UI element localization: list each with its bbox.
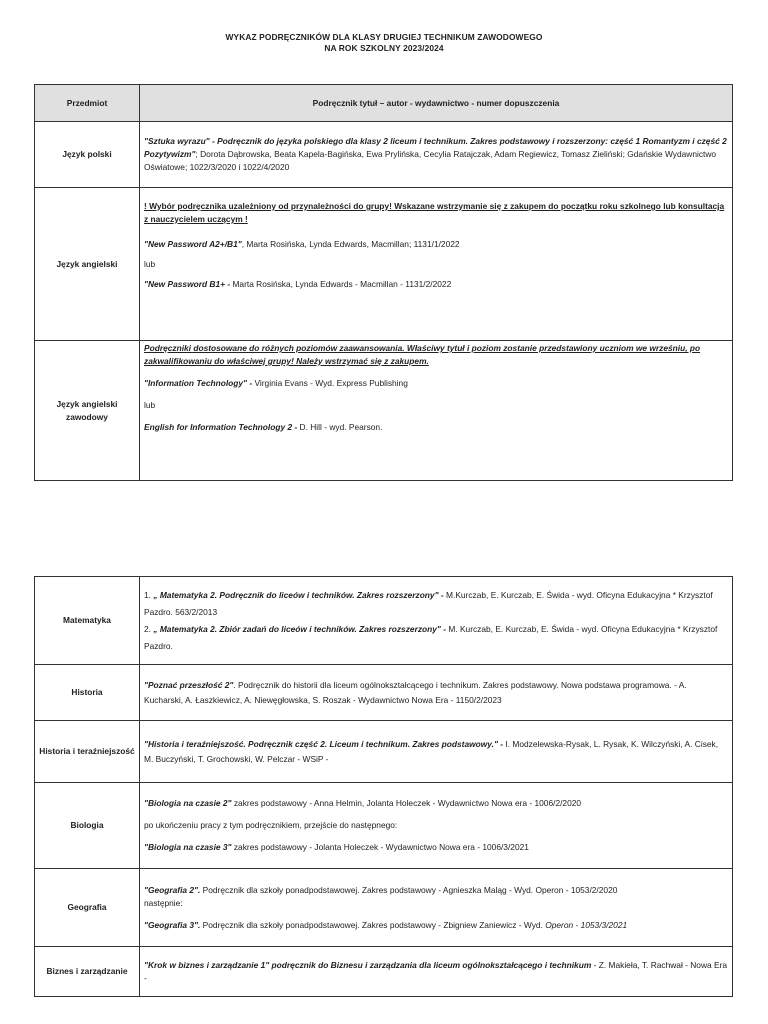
book-title: "Geografia 2". (144, 884, 201, 895)
row-jezyk-polski (35, 122, 733, 188)
book-title: "Geografia 3". (144, 919, 201, 930)
subject-cell: Historia i teraźniejszość (35, 721, 140, 783)
book-title: "New Password B1+ - (144, 279, 231, 289)
subject-cell: Biznes i zarządzanie (35, 947, 140, 997)
book-title: "Historia i teraźniejszość. Podręcznik część 2. Liceum i technikum. Zakres podstawowy." - (144, 738, 504, 749)
subject-cell: Język polski (35, 122, 140, 188)
row-jezyk-angielski-zawodowy (35, 341, 733, 481)
book-details: M.Kurczab, E. Kurczab, E. Świda - wyd. Oficyna Edukacyjna * Krzysztof Pazdro. 563/2/2013 (144, 589, 713, 617)
book-title: „ Matematyka 2. Podręcznik do liceów i techników. Zakres rozszerzony" - (153, 589, 444, 600)
row-historia (35, 665, 733, 721)
list-number: 2. (144, 623, 154, 634)
row-jezyk-angielski (35, 188, 733, 341)
textbook-table-2 (34, 576, 733, 997)
subject-cell: Geografia (35, 869, 140, 947)
book-title: "Krok w biznes i zarządzanie 1" podręcznik do Biznesu i zarządzania dla liceum ogólnokształcącego i technikum (144, 959, 592, 970)
book-details: Podręcznik dla szkoły ponadpodstawowej. Zakres podstawowy - Agnieszka Maląg - Wyd. Operon - 1053/2/2020 (200, 884, 618, 895)
row-historia-i-terazniejszosc (35, 721, 733, 783)
book-details: Podręcznik dla szkoły ponadpodstawowej. Zakres podstawowy - Zbigniew Zaniewicz - Wyd. (200, 919, 546, 930)
subject-cell: Matematyka (35, 577, 140, 665)
book-details: ; Dorota Dąbrowska, Beata Kapela-Bagińska, Ewa Prylińska, Cecylia Ratajczak, Adam Regiewicz, Tomasz Zieliński; Gdańskie Wydawnictwo Oświatowe; 1022/3/2020 i 1022/4/2020 (144, 149, 717, 172)
book-details: Virginia Evans - Wyd. Express Publishing (252, 378, 408, 388)
transition-text: po ukończeniu pracy z tym podręcznikiem, przejście do następnego: (144, 820, 398, 830)
book-title: "Sztuka wyrazu" - Podręcznik do języka polskiego dla klasy 2 liceum i technikum. Zakres podstawowy i rozszerzony: część 1 Romantyzm i część 2 Pozytywizm" (144, 136, 727, 159)
row-matematyka (35, 577, 733, 665)
book-title: "Information Technology" - (144, 378, 253, 388)
header-subject: Przedmiot (35, 85, 140, 122)
row-geografia (35, 869, 733, 947)
row-biologia (35, 783, 733, 869)
purchase-note: Podręczniki dostosowane do różnych poziomów zaawansowania. Właściwy tytuł i poziom zostanie przedstawiony uczniom we wrześniu, po zakwalifikowaniu do właściwej grupy! Należy wstrzymać się z zakupem. (144, 343, 701, 366)
book-details: zakres podstawowy - Jolanta Holeczek - Wydawnictwo Nowa era - 1006/3/2021 (231, 842, 529, 852)
book-details: D. Hill - wyd. Pearson. (297, 422, 383, 432)
book-title: English for Information Technology 2 - (144, 422, 298, 432)
subject-cell: Język angielski (35, 188, 140, 341)
title-line-1: WYKAZ PODRĘCZNIKÓW DLA KLASY DRUGIEJ TECHNIKUM ZAWODOWEGO (225, 32, 543, 42)
document-title (0, 32, 768, 54)
content-cell (140, 122, 733, 188)
book-title: „ Matematyka 2. Zbiór zadań do liceów i techników. Zakres rozszerzony" - (153, 623, 446, 634)
content-cell (140, 341, 733, 481)
header-content: Podręcznik tytuł – autor - wydawnictwo - numer dopuszczenia (140, 85, 733, 122)
book-title: "Biologia na czasie 3" (144, 842, 232, 852)
content-cell (140, 721, 733, 783)
book-details: , Marta Rosińska, Lynda Edwards, Macmillan; 1131/1/2022 (241, 239, 460, 249)
or-text: lub (144, 400, 156, 410)
content-cell (140, 665, 733, 721)
book-details: I. Modzelewska-Rysak, L. Rysak, K. Wilczyński, A. Cisek, M. Buczyński, T. Grochowski, W. Pelczar - WSiP - (144, 738, 719, 764)
purchase-note: ! Wybór podręcznika uzależniony od przynależności do grupy! Wskazane wstrzymanie się z zakupem do początku roku szkolnego lub konsultacja z nauczycielem uczącym ! (144, 201, 725, 224)
book-details: zakres podstawowy - Anna Helmin, Jolanta Holeczek - Wydawnictwo Nowa era - 1006/2/2020 (231, 798, 582, 808)
book-details: M. Kurczab, E. Kurczab, E. Świda - wyd. Oficyna Edukacyjna * Krzysztof Pazdro. (144, 623, 718, 651)
transition-text: następnie: (144, 897, 183, 908)
book-title: "Biologia na czasie 2" (144, 798, 232, 808)
book-details: . Podręcznik do historii dla liceum ogólnokształcącego i technikum. Zakres podstawowy. Nowa podstawa programowa. - A. Kucharski, A. Łaszkiewicz, A. Niewęgłowska, S. Roszak - Wydawnictwo Nowa Era - 1150/2/2023 (144, 679, 687, 705)
subject-cell: Historia (35, 665, 140, 721)
textbook-table-1 (34, 84, 733, 481)
list-number: 1. (144, 589, 154, 600)
content-cell (140, 947, 733, 997)
book-title: "New Password A2+/B1" (144, 239, 242, 249)
content-cell (140, 869, 733, 947)
book-title: "Poznać przeszłość 2" (144, 679, 234, 690)
or-text: lub (144, 259, 156, 269)
content-cell (140, 188, 733, 341)
book-details: Marta Rosińska, Lynda Edwards - Macmillan - 1131/2/2022 (230, 279, 452, 289)
content-cell (140, 783, 733, 869)
book-details: - Z. Makieła, T. Rachwał - Nowa Era - (144, 959, 728, 983)
subject-cell: Biologia (35, 783, 140, 869)
row-biznes-i-zarzadzanie (35, 947, 733, 997)
content-cell (140, 577, 733, 665)
table-header-row (35, 85, 733, 122)
subject-cell: Język angielski zawodowy (35, 341, 140, 481)
title-line-2: NA ROK SZKOLNY 2023/2024 (324, 43, 444, 53)
book-number: Operon - 1053/3/2021 (545, 919, 628, 930)
